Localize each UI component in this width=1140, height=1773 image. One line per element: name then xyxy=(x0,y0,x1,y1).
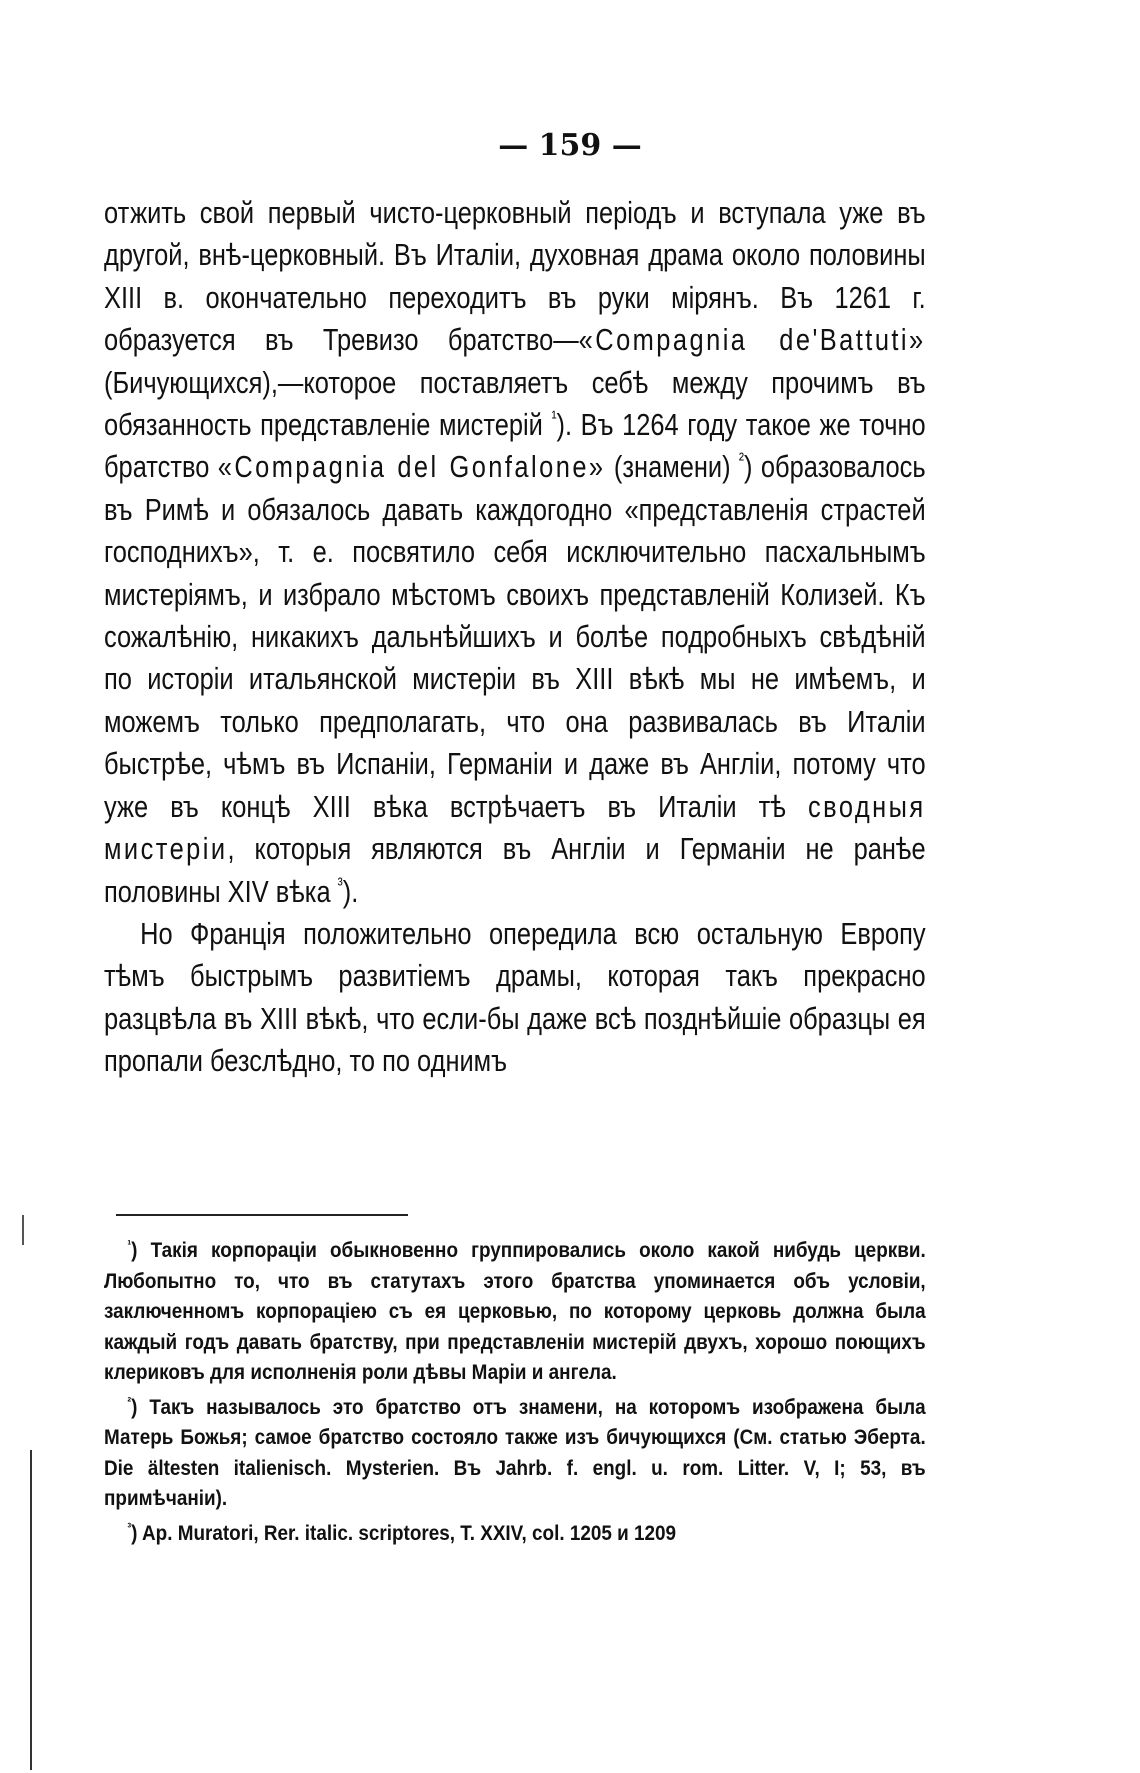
paragraph-1-part-3: ). Въ 1264 году такое же точно братство xyxy=(104,407,926,485)
footnote-1 xyxy=(104,1236,926,1389)
footnote-ref-2: ² xyxy=(738,449,745,471)
main-text xyxy=(104,192,926,1083)
paragraph-1-part-4: (знамени) xyxy=(605,449,739,485)
margin-tick-mark xyxy=(22,1215,24,1245)
footnote-2 xyxy=(104,1393,926,1515)
paragraph-1 xyxy=(104,192,926,913)
footnote-divider xyxy=(116,1214,408,1216)
footnote-3-text: ) Ap. Muratori, Rer. italic. scriptores, T. XXIV, col. 1205 и 1209 xyxy=(131,1521,677,1545)
footnote-ref-3: ³ xyxy=(337,873,343,895)
paragraph-1-part-6: , которыя являются въ Англіи и Германіи не ранѣе половины XIV вѣка xyxy=(104,831,926,909)
page-number: — 159 — xyxy=(498,128,642,163)
footnote-2-marker: ² xyxy=(127,1394,132,1409)
paragraph-1-part-5: ) образовалось въ Римѣ и обязалось давать каждогодно «представленія страстей господнихъ», т. е. посвятило себя исключительно пасхальнымъ мистеріямъ, и избрало мѣстомъ своихъ представленій Колизей. Къ сожалѣнію, никакихъ дальнѣйшихъ и болѣе подробныхъ свѣдѣній по исторіи итальянской мистеріи въ XIII вѣкѣ мы не имѣемъ, и можемъ только предполагать, что она развивалась въ Италіи быстрѣе, чѣмъ въ Испаніи, Германіи и даже въ Англіи, потому что уже въ концѣ XIII вѣка встрѣчаетъ въ Италіи тѣ xyxy=(104,449,926,824)
paragraph-1-part-1: отжить свой первый чисто-церковный періодъ и вступала уже въ другой, внѣ-церковный. Въ Италіи, духовная драма около половины XIII в. окончательно переходитъ въ руки мірянъ. Въ 1261 г. образуется въ Тревизо братство— xyxy=(104,195,926,358)
footnotes xyxy=(104,1236,926,1553)
footnote-2-text: ) Такъ называлось это братство отъ знамени, на которомъ изображена была Матерь Божья; самое братство состояло также изъ бичующихся (См. статью Эберта. Die ältesten italienisch. Mysterien. Въ Jahrb. f. engl. u. rom. Litter. V, I; 53, въ примѣчаніи). xyxy=(104,1395,926,1510)
paragraph-1-part-7: ). xyxy=(342,873,359,909)
paragraph-2: Но Франція положительно опередила всю остальную Европу тѣмъ быстрымъ развитіемъ драмы, которая такъ прекрасно разцвѣла въ XIII вѣкѣ, что если-бы даже всѣ позднѣйшіе образцы ея пропали безслѣдно, то по однимъ xyxy=(104,915,926,1079)
footnote-3-marker: ³ xyxy=(127,1520,132,1535)
term-compagnia-battuti: «Compagnia de'Battuti» xyxy=(578,322,926,358)
footnote-ref-1: ¹ xyxy=(551,406,557,428)
term-compagnia-gonfalone: «Compagnia del Gonfalone» xyxy=(217,449,606,485)
paragraph-1-part-2: (Бичующихся),—которое поставляетъ себѣ между прочимъ въ обязанность представленіе мистерій xyxy=(104,364,926,443)
footnote-1-text: ) Такія корпораціи обыкновенно группировались около какой нибудь церкви. Любопытно то, что въ статутахъ этого братства упоминается объ условіи, заключенномъ корпораціею съ ея церковью, по которому церковь должна была каждый годъ давать братству, при представленіи мистерій двухъ, хорошо поющихъ клериковъ для исполненія роли дѣвы Маріи и ангела. xyxy=(104,1239,926,1384)
footnote-1-marker: ¹ xyxy=(127,1238,132,1252)
footnote-3 xyxy=(104,1519,926,1550)
term-svodnyya-misterii: сводныя мистеріи xyxy=(104,788,926,867)
margin-scan-line xyxy=(30,1450,32,1770)
